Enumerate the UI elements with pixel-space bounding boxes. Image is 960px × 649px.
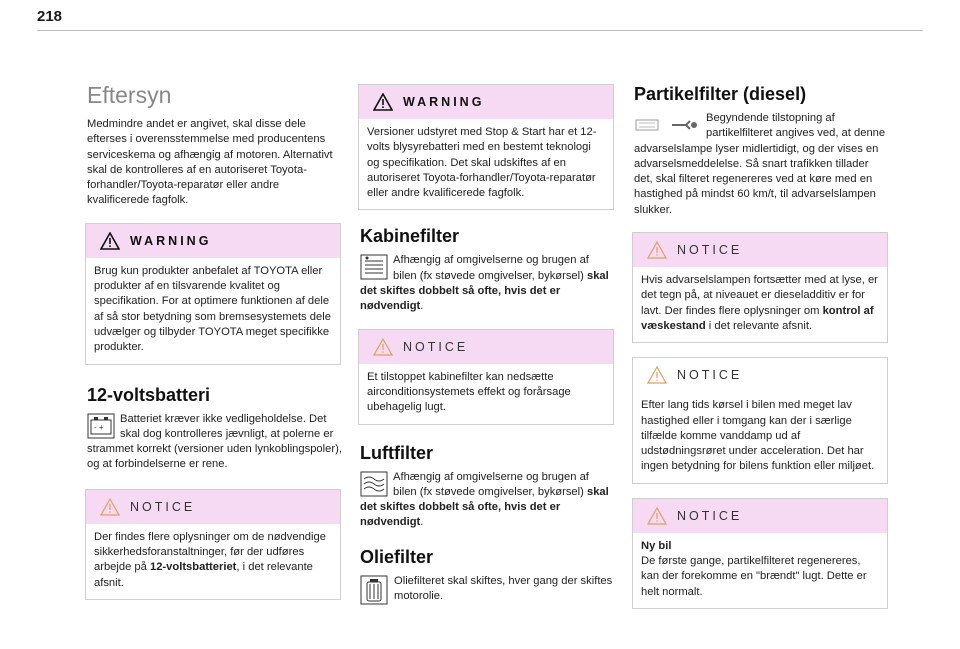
- notice-triangle-icon: [647, 366, 667, 384]
- oil-filter-icon: [360, 575, 388, 605]
- section-title-particle-filter: Partikelfilter (diesel): [634, 84, 807, 104]
- notice-header: [633, 499, 887, 533]
- notice-text: Der findes flere oplysninger om de nødvendige sikkerhedsforanstaltninger, før der udføres arbejde på 12-voltsbatteriet, i det relevante afsnit.: [94, 530, 326, 589]
- notice-title: NOTICE: [130, 499, 196, 514]
- notice-text: De første gange, partikelfilteret regenereres, kan der forekomme en "brændt" lugt. Dette er helt normalt.: [641, 555, 867, 598]
- notice-title: NOTICE: [677, 508, 743, 523]
- column-2: [360, 84, 615, 605]
- notice-header: [633, 358, 887, 392]
- notice-box: [85, 489, 341, 600]
- warning-triangle-icon: [373, 93, 393, 111]
- section-title-oil-filter: Oliefilter: [360, 546, 434, 567]
- notice-triangle-icon: [647, 241, 667, 259]
- warning-box: [358, 84, 614, 210]
- section-title-air-filter: Luftfilter: [360, 442, 433, 463]
- cabin-filter-icon: [360, 254, 388, 280]
- warning-header: [359, 85, 613, 119]
- notice-title: NOTICE: [677, 368, 743, 383]
- page-number: 218: [37, 8, 63, 25]
- svg-text:- +: - +: [94, 422, 104, 432]
- notice-text: Hvis advarselslampen fortsætter med at lyse, er det tegn på, at niveauet er dieseladditiv er for lavt. Der findes flere oplysninger om kontrol af væskestand i det relevante afsnit.: [641, 274, 878, 332]
- air-filter-icon: [360, 471, 388, 497]
- warning-title: WARNING: [130, 233, 212, 248]
- notice-triangle-icon: [100, 498, 120, 516]
- warning-box: [85, 223, 341, 365]
- particle-filter-warning-icon: [634, 116, 700, 134]
- warning-text: Versioner udstyret med Stop & Start har et 12-volts blysyrebatteri med en bestemt teknologi og specifikation. Det skal udskiftes af en autoriseret Toyota-forhandler/Toyota-reparatør eller andre kvalificerede fagfolk.: [367, 126, 597, 200]
- section-title-eftersyn: Eftersyn: [87, 82, 172, 108]
- notice-header: [86, 490, 340, 524]
- air-filter-text: Afhængig af omgivelserne og brugen af bilen (fx støvede omgivelser, bykørsel) skal det skiftes dobbelt så ofte, hvis det er nødvendigt.: [360, 470, 609, 529]
- warning-text: Brug kun produkter anbefalet af TOYOTA eller produkter af en tilsvarende kvalitet og specifikation. For at optimere funktionen af dele af så stor betydning som bremsesystemets dele udvælger og tilbyder TOYOTA meget specifikke produkter.: [94, 264, 331, 354]
- notice-box: [632, 232, 888, 343]
- warning-header: [86, 224, 340, 258]
- notice-text: Efter lang tids kørsel i bilen med meget lav hastighed eller i tomgang kan der i særlige tilfælde komme vanddamp ud af udstødningsrøret under acceleration. Det har ingen betydning for bilens funktion eller miljøet.: [641, 399, 875, 473]
- notice-title: NOTICE: [403, 339, 469, 354]
- battery-text: - + Batteriet kræver ikke vedligeholdelse. Det skal dog kontrolleres jævnligt, at polerne er strammet korrekt (versioner uden lynkoblingspoler), og at forbindelserne er rene.: [87, 412, 342, 471]
- warning-triangle-icon: [100, 232, 120, 250]
- notice-triangle-icon: [373, 338, 393, 356]
- notice-text: Et tilstoppet kabinefilter kan nedsætte airconditionsystemets effekt og forårsage ubehagelig lugt.: [367, 370, 571, 414]
- column-1: [87, 78, 342, 600]
- oil-filter-text: Oliefilteret skal skiftes, hver gang der skiftes motorolie.: [360, 574, 615, 605]
- notice-box: [358, 329, 614, 425]
- column-3: [634, 78, 889, 609]
- warning-title: WARNING: [403, 95, 485, 109]
- notice-title: NOTICE: [677, 243, 743, 258]
- particle-filter-text: Begyndende tilstopning af partikelfilteret angives ved, at denne advarselslampe lyser midlertidigt, og der vises en advarselsmeddelelse. Så snart trafikken tillader det, skal filteret regenereres ved at køre med en hastighed på mindst 60 km/t, til advarselslampen slukker.: [634, 112, 886, 216]
- notice-box: [632, 498, 888, 609]
- header-rule: [37, 30, 923, 31]
- section-title-battery: 12-voltsbatteri: [87, 384, 211, 405]
- notice-header: [359, 330, 613, 364]
- notice-box: [632, 357, 888, 483]
- notice-bold-line: Ny bil: [641, 539, 672, 552]
- notice-header: [633, 233, 887, 267]
- notice-triangle-icon: [647, 507, 667, 525]
- section-title-cabin-filter: Kabinefilter: [360, 226, 460, 247]
- battery-icon: [87, 413, 115, 439]
- eftersyn-intro: Medmindre andet er angivet, skal disse dele efterses i overensstemmelse med producentens serviceskema og afhængig af motoren. Alternativt skal de kontrolleres af en autoriseret Toyota-forhandler/Toyota-reparatør eller andre kvalificerede fagfolk.: [87, 118, 333, 207]
- cabin-filter-text: Afhængig af omgivelserne og brugen af bilen (fx støvede omgivelser, bykørsel) skal det skiftes dobbelt så ofte, hvis det er nødvendigt.: [360, 254, 609, 313]
